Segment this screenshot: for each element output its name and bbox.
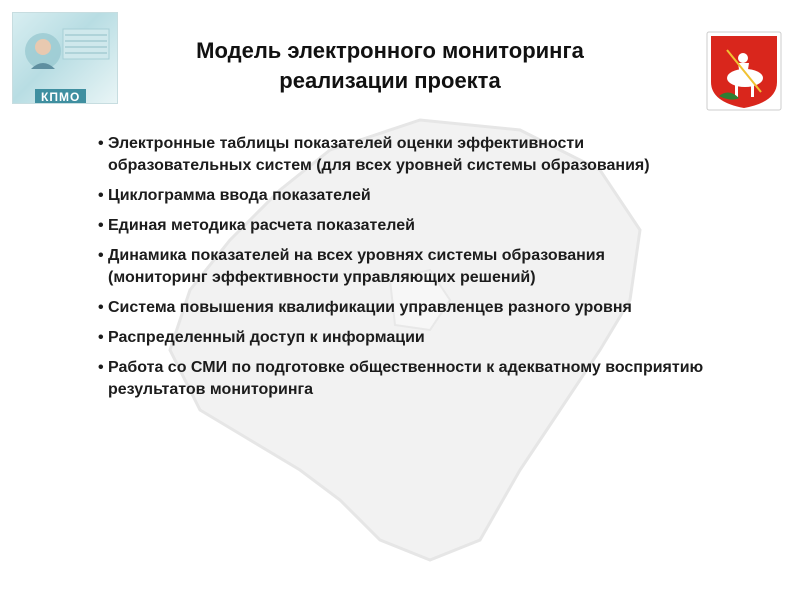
logo-figure-icon: [13, 13, 118, 85]
title-line-1: Модель электронного мониторинга: [196, 38, 584, 63]
list-item: [98, 215, 708, 237]
list-item-text: Динамика показателей на всех уровнях системы образования (мониторинг эффективности управляющих решений): [108, 247, 605, 286]
list-item-text: Работа со СМИ по подготовке общественности к адекватному восприятию результатов мониторинга: [108, 359, 704, 398]
list-item: [98, 133, 708, 177]
logo-label: КПМО: [35, 89, 86, 104]
list-item-text: Система повышения квалификации управленцев разного уровня: [108, 299, 632, 316]
kpmo-logo: [12, 12, 118, 104]
list-item: [98, 185, 708, 207]
bullet-dot: •: [98, 247, 104, 264]
list-item-text: Распределенный доступ к информации: [108, 329, 425, 346]
list-item: [98, 297, 708, 319]
list-item-text: Единая методика расчета показателей: [108, 217, 415, 234]
bullet-dot: •: [98, 135, 104, 152]
bullet-dot: •: [98, 299, 104, 316]
list-item: [98, 327, 708, 349]
title-line-2: реализации проекта: [279, 68, 501, 93]
bullet-dot: •: [98, 217, 104, 234]
list-item-text: Электронные таблицы показателей оценки эффективности образовательных систем (для всех уровней системы образования): [108, 135, 650, 174]
bullet-dot: •: [98, 187, 104, 204]
list-item-text: Циклограмма ввода показателей: [108, 187, 371, 204]
page-title: [150, 36, 630, 96]
bullet-dot: •: [98, 329, 104, 346]
bullet-dot: •: [98, 359, 104, 376]
list-item: [98, 245, 708, 289]
bullet-list: [98, 133, 708, 409]
moscow-oblast-coat-of-arms-icon: [705, 30, 783, 112]
list-item: [98, 357, 708, 401]
